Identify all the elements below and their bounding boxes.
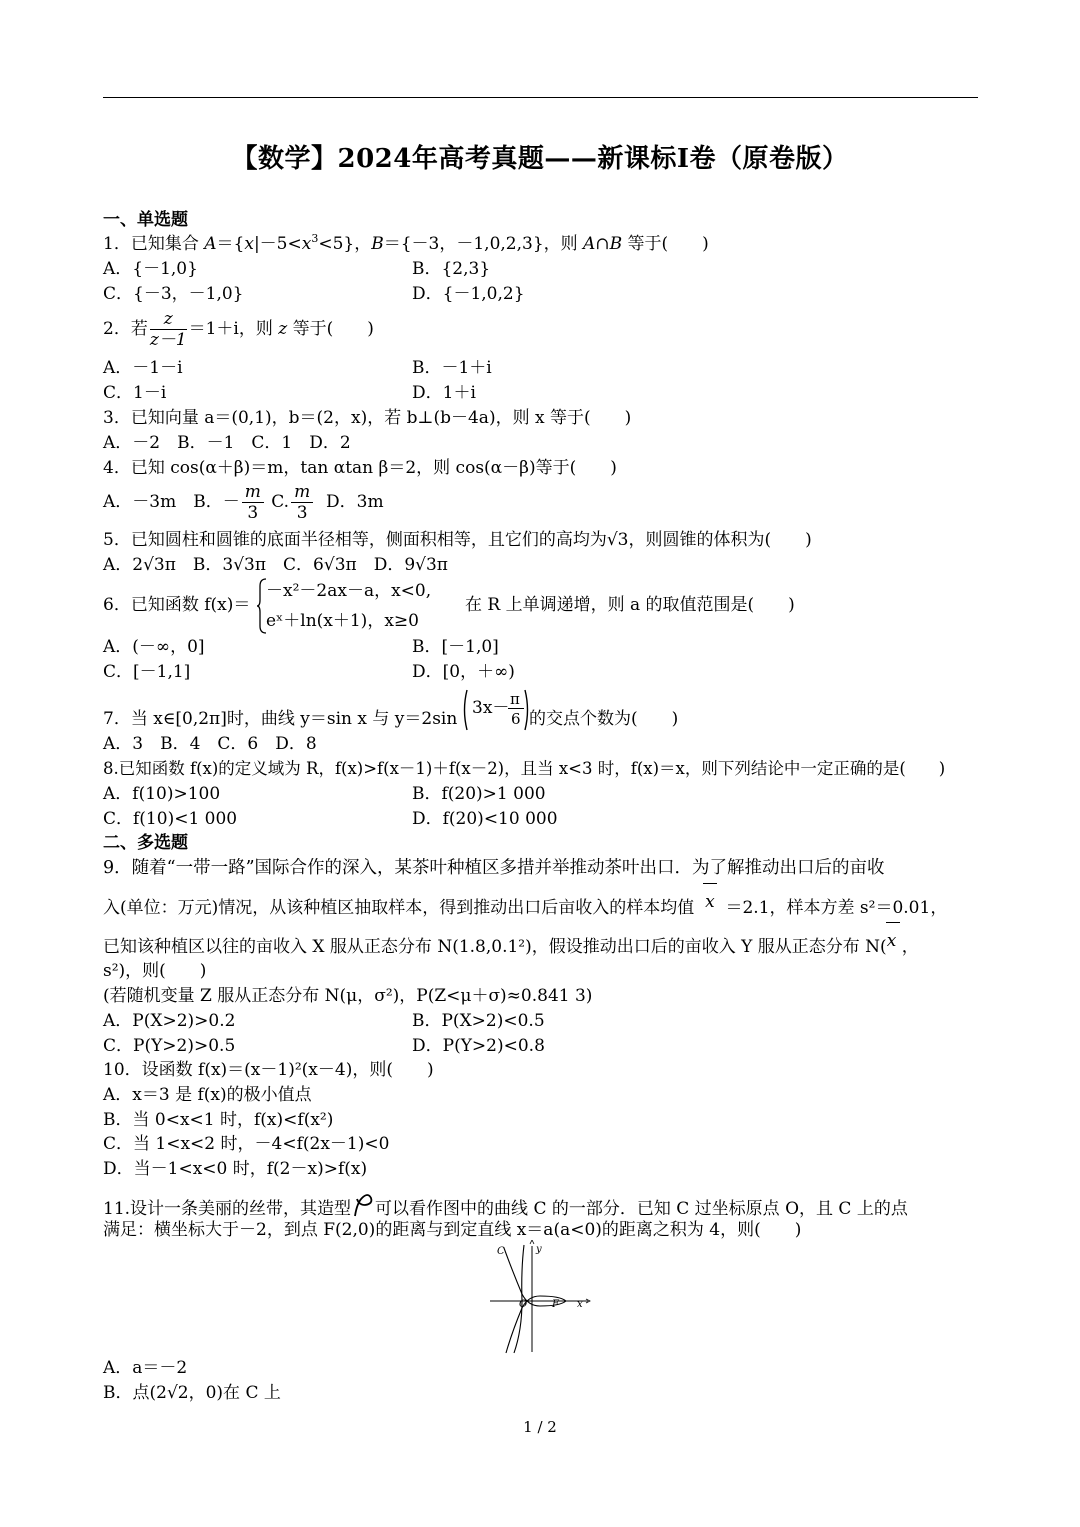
q1-option-b: B．{2,3} [412, 259, 491, 279]
q9-option-a: A．P(X>2)>0.2 [103, 1011, 236, 1031]
q1-option-d: D．{－1,0,2} [412, 284, 525, 304]
q10-stem: 10．设函数 f(x)＝(x－1)²(x－4)，则( ) [103, 1060, 434, 1080]
q7-stem-end: 的交点个数为( ) [529, 709, 679, 729]
q10-option-a: A．x＝3 是 f(x)的极小值点 [103, 1085, 312, 1105]
fig-label-y: y [536, 1244, 542, 1255]
q4-options: A．－3m B．－ $\frac{m}{3}$ C. $\frac{m}{3}$ D．3m [103, 482, 384, 523]
q2-option-b: B．－1＋i [412, 358, 492, 378]
section-single-choice: 一、单选题 [103, 210, 188, 230]
q6-option-a: A．(－∞，0] [103, 637, 205, 657]
q6-option-c: C．[－1,1] [103, 662, 191, 682]
q9-option-b: B．P(X>2)<0.5 [412, 1011, 545, 1031]
fig-label-c: C [497, 1246, 505, 1257]
q9-hint: (若随机变量 Z 服从正态分布 N(μ，σ²)，P(Z<μ＋σ)≈0.841 3) [103, 986, 593, 1006]
ribbon-shape-icon [351, 1193, 375, 1217]
q8-option-c: C．f(10)<1 000 [103, 809, 238, 829]
fig-label-o: O [519, 1299, 528, 1310]
q11-option-a: A．a＝－2 [103, 1358, 188, 1378]
q9-line-3: 已知该种植区以往的亩收入 X 服从正态分布 N(1.8,0.1²)，假设推动出口后的亩收入 Y 服从正态分布 N( x ， [103, 936, 919, 958]
q10-option-c: C．当 1<x<2 时，－4<f(2x－1)<0 [103, 1134, 390, 1154]
q7-pi: π [510, 690, 520, 708]
q1-option-a: A．{－1,0} [103, 259, 198, 279]
fig-label-f: F [552, 1299, 559, 1310]
q6-stem-end: 在 R 上单调递增，则 a 的取值范围是( ) [465, 595, 795, 615]
q11-option-b: B．点(2√2，0)在 C 上 [103, 1383, 281, 1403]
q2-option-a: A．－1－i [103, 358, 183, 378]
q5-stem: 5．已知圆柱和圆锥的底面半径相等，侧面积相等，且它们的高均为√3，则圆锥的体积为( ) [103, 530, 812, 550]
q8-stem: 8.已知函数 f(x)的定义域为 R，f(x)>f(x－1)＋f(x－2)，且当 x<3 时，f(x)＝x，则下列结论中一定正确的是( ) [103, 759, 946, 778]
q8-option-d: D．f(20)<10 000 [412, 809, 558, 829]
page-number: 1 / 2 [523, 1418, 557, 1436]
q6-option-b: B．[－1,0] [412, 637, 499, 657]
q9-option-d: D．P(Y>2)<0.8 [412, 1036, 545, 1056]
q11-curve-figure [480, 1240, 600, 1356]
section-multi-choice: 二、多选题 [103, 833, 188, 853]
q2-option-c: C．1－i [103, 383, 167, 403]
q10-option-d: D．当－1<x<0 时，f(2－x)>f(x) [103, 1159, 368, 1179]
q11-line-2: 满足：横坐标大于－2，到点 F(2,0)的距离与到定直线 x＝a(a<0)的距离之积为 4，则( ) [103, 1220, 802, 1240]
q9-line-1: 9．随着“一带一路”国际合作的深入，某茶叶种植区多措并举推动茶叶出口．为了解推动出口后的亩收 [103, 858, 885, 878]
q6-stem-start: 6．已知函数 f(x)＝ [103, 595, 251, 615]
q8-option-a: A．f(10)>100 [103, 784, 221, 804]
q1-stem: 1．已知集合 $A=\{x|-5<x^3<5\}$，B＝{－3，－1,0,2,3}，则 A∩B 等于( ) [103, 232, 709, 254]
q7-stem-start: 7．当 x∈[0,2π]时，曲线 y＝sin x 与 y＝2sin [103, 709, 458, 729]
q3-stem: 3．已知向量 a＝(0,1)，b＝(2，x)，若 b⊥(b－4a)，则 x 等于( ) [103, 408, 632, 428]
q2-option-d: D．1＋i [412, 383, 476, 403]
q4-stem: 4．已知 cos(α＋β)＝m，tan αtan β＝2，则 cos(α－β)等于( ) [103, 458, 617, 478]
q2-stem: 2．若 $\frac{z}{z-1}$ ＝1＋i，则 z 等于( ) [103, 309, 374, 350]
q8-option-b: B．f(20)>1 000 [412, 784, 546, 804]
q6-piece-2: eˣ＋ln(x＋1)，x≥0 [266, 611, 419, 631]
q10-option-b: B．当 0<x<1 时，f(x)<f(x²) [103, 1110, 334, 1130]
q3-options: A．－2 B．－1 C．1 D．2 [103, 433, 351, 453]
q1-option-c: C．{－3，－1,0} [103, 284, 244, 304]
header-rule [103, 97, 978, 98]
fig-label-x: x [577, 1299, 583, 1310]
q9-line-2: 入(单位：万元)情况，从该种植区抽取样本，得到推动出口后亩收入的样本均值 x ＝2.1，样本方差 s²＝0.01， [103, 897, 947, 919]
q6-piece-1: －x²－2ax－a，x<0, [266, 581, 432, 601]
q6-option-d: D．[0，＋∞) [412, 662, 515, 682]
q7-six: 6 [511, 710, 521, 728]
q2-fraction: $\frac{z}{z-1}$ [149, 309, 187, 350]
q9-line-4: s²)，则( ) [103, 961, 207, 981]
q7-options: A．3 B．4 C．6 D．8 [103, 734, 317, 754]
q9-option-c: C．P(Y>2)>0.5 [103, 1036, 236, 1056]
q11-line-1: 11.设计一条美丽的丝带，其造型 可以看作图中的曲线 C 的一部分．已知 C 过坐标原点 O，且 C 上的点 [103, 1193, 908, 1220]
q5-options: A．2√3π B．3√3π C．6√3π D．9√3π [103, 555, 448, 575]
page-title: 【数学】2024年高考真题——新课标Ⅰ卷（原卷版） [231, 144, 849, 174]
q7-inner: 3x－ [472, 698, 510, 718]
